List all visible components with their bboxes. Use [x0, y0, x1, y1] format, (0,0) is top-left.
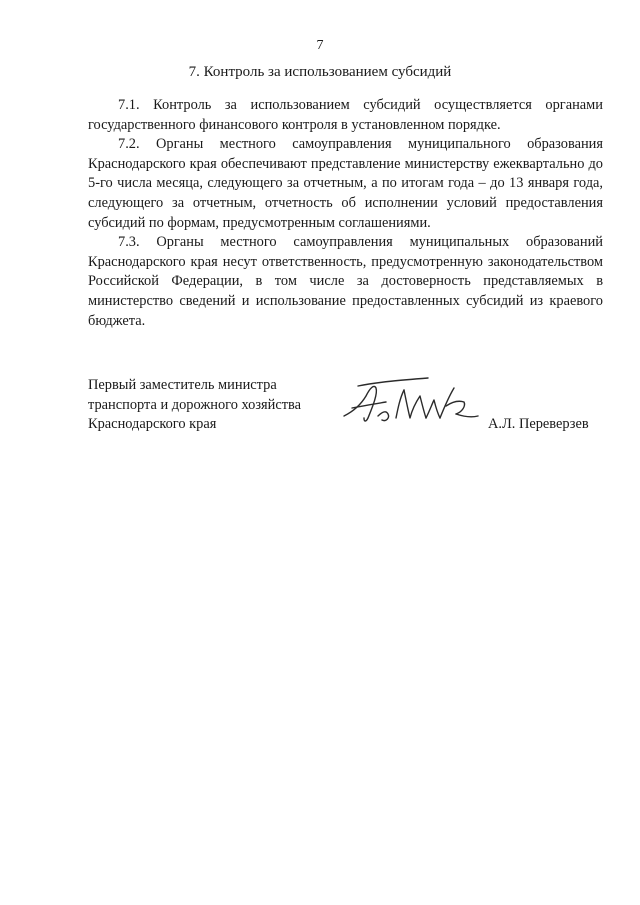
- signatory-position-line: Первый заместитель министра: [88, 377, 277, 393]
- signer-name: А.Л. Переверзев: [488, 416, 589, 432]
- signatory-position: [88, 376, 318, 435]
- section-body: [88, 96, 603, 331]
- paragraph-7-1: 7.1. Контроль за использованием субсидий осуществляется органами государственного финансового контроля в установленном порядке.: [88, 97, 603, 133]
- handwritten-signature: [338, 372, 488, 432]
- page-number: 7: [316, 38, 324, 53]
- paragraph-7-2: 7.2. Органы местного самоуправления муниципального образования Краснодарского края обеспечивают представление министерству ежеквартально до 5-го числа месяца, следующего за отчетным, а по итогам года – до 13 января года, следующего за отчетным, отчетность об исполнении условий предоставления субсидий по формам, предусмотренным соглашениями.: [88, 136, 603, 231]
- signatory-position-line: транспорта и дорожного хозяйства: [88, 396, 302, 413]
- section-title: 7. Контроль за использованием субсидий: [188, 64, 452, 80]
- signatory-position-line: Краснодарского края: [88, 416, 217, 433]
- paragraph-7-3: 7.3. Органы местного самоуправления муниципальных образований Краснодарского края несут ответственность, предусмотренную законодательством Российской Федерации, в том числе за достоверность представляемых в министерство сведений и использование предоставленных субсидий из краевого бюджета.: [88, 234, 603, 329]
